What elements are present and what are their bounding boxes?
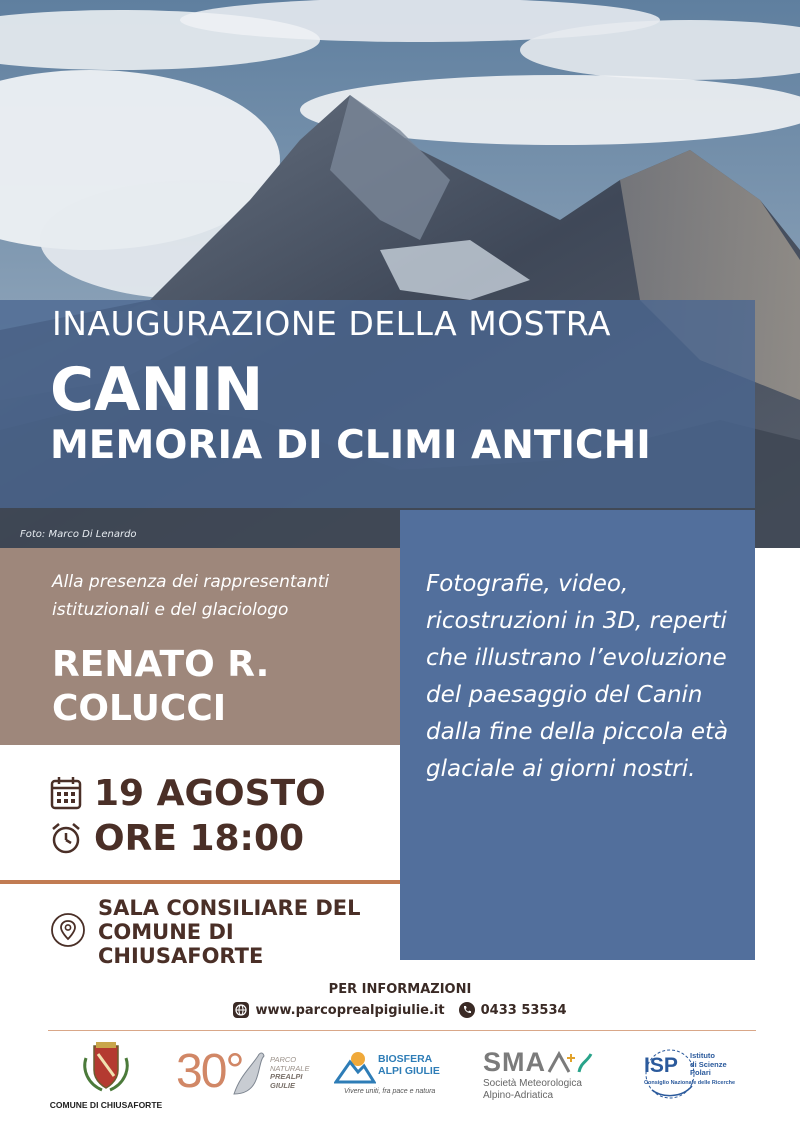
logo-sma	[483, 1048, 613, 1104]
bird-icon	[230, 1046, 266, 1098]
mountain-logo-icon	[334, 1050, 376, 1084]
alarm-clock-icon	[50, 821, 82, 855]
venue-line3: CHIUSAFORTE	[98, 944, 264, 968]
date-row	[50, 770, 326, 816]
location-pin-icon	[50, 912, 86, 948]
logo-biosfera-tagline: Vivere uniti, fra pace e natura	[344, 1088, 436, 1095]
globe-icon	[233, 1002, 249, 1018]
logo-parco-number: 30°	[176, 1045, 243, 1098]
website-link[interactable]: www.parcoprealpigiulie.it	[255, 1002, 445, 1018]
logo-biosfera-name: BIOSFERA ALPI GIULIE	[378, 1053, 440, 1077]
logo-parco-prealpi	[176, 1044, 310, 1104]
event-subtitle: INAUGURAZIONE DELLA MOSTRA	[52, 304, 611, 343]
calendar-icon	[50, 776, 82, 810]
logo-isp-cnr: Consiglio Nazionale delle Ricerche	[644, 1080, 736, 1086]
guest-name-line1: RENATO R.	[52, 644, 270, 685]
event-time: ORE 18:00	[94, 817, 305, 859]
guest-name-line2: COLUCCI	[52, 688, 227, 729]
logo-isp-text: Istituto di Scienze Polari	[690, 1051, 727, 1077]
exhibition-title: CANIN	[50, 355, 264, 425]
logo-parco-text: PARCO NATURALE PREALPI GIULIE	[270, 1055, 310, 1090]
logo-sma-text: Società Meteorologica Alpino-Adriatica	[483, 1078, 582, 1101]
coat-of-arms-icon	[46, 1040, 166, 1096]
footer-divider	[48, 1030, 756, 1031]
event-date: 19 AGOSTO	[94, 772, 326, 814]
logo-isp-abbr: ISP	[644, 1054, 678, 1077]
time-row	[50, 815, 304, 861]
logo-isp	[642, 1046, 754, 1104]
description-text: Fotografie, video, ricostruzioni in 3D, reperti che illustrano l’evoluzione del paesaggio del Canin dalla fine della piccola età glaciale ai giorni nostri.	[426, 571, 729, 782]
guest-name	[52, 643, 397, 731]
info-row	[0, 1002, 800, 1018]
venue-line2: COMUNE DI	[98, 920, 234, 944]
divider	[0, 880, 400, 884]
weather-symbols-icon	[547, 1050, 595, 1076]
photo-credit: Foto: Marco Di Lenardo	[20, 529, 137, 540]
logo-comune-chiusaforte	[46, 1040, 166, 1112]
exhibition-subtitle: MEMORIA DI CLIMI ANTICHI	[50, 423, 651, 468]
logo-sma-abbr: SMA	[483, 1047, 546, 1077]
venue-line1: SALA CONSILIARE DEL	[98, 896, 361, 920]
logo-biosfera	[334, 1046, 450, 1104]
phone-icon	[459, 1002, 475, 1018]
info-heading: PER INFORMAZIONI	[328, 982, 472, 997]
presence-text: Alla presenza dei rappresentanti istituzionali e del glaciologo	[52, 572, 330, 620]
venue	[98, 896, 398, 968]
logo-comune-text: COMUNE DI CHIUSAFORTE	[49, 1100, 163, 1110]
phone-number[interactable]: 0433 53534	[480, 1002, 567, 1018]
